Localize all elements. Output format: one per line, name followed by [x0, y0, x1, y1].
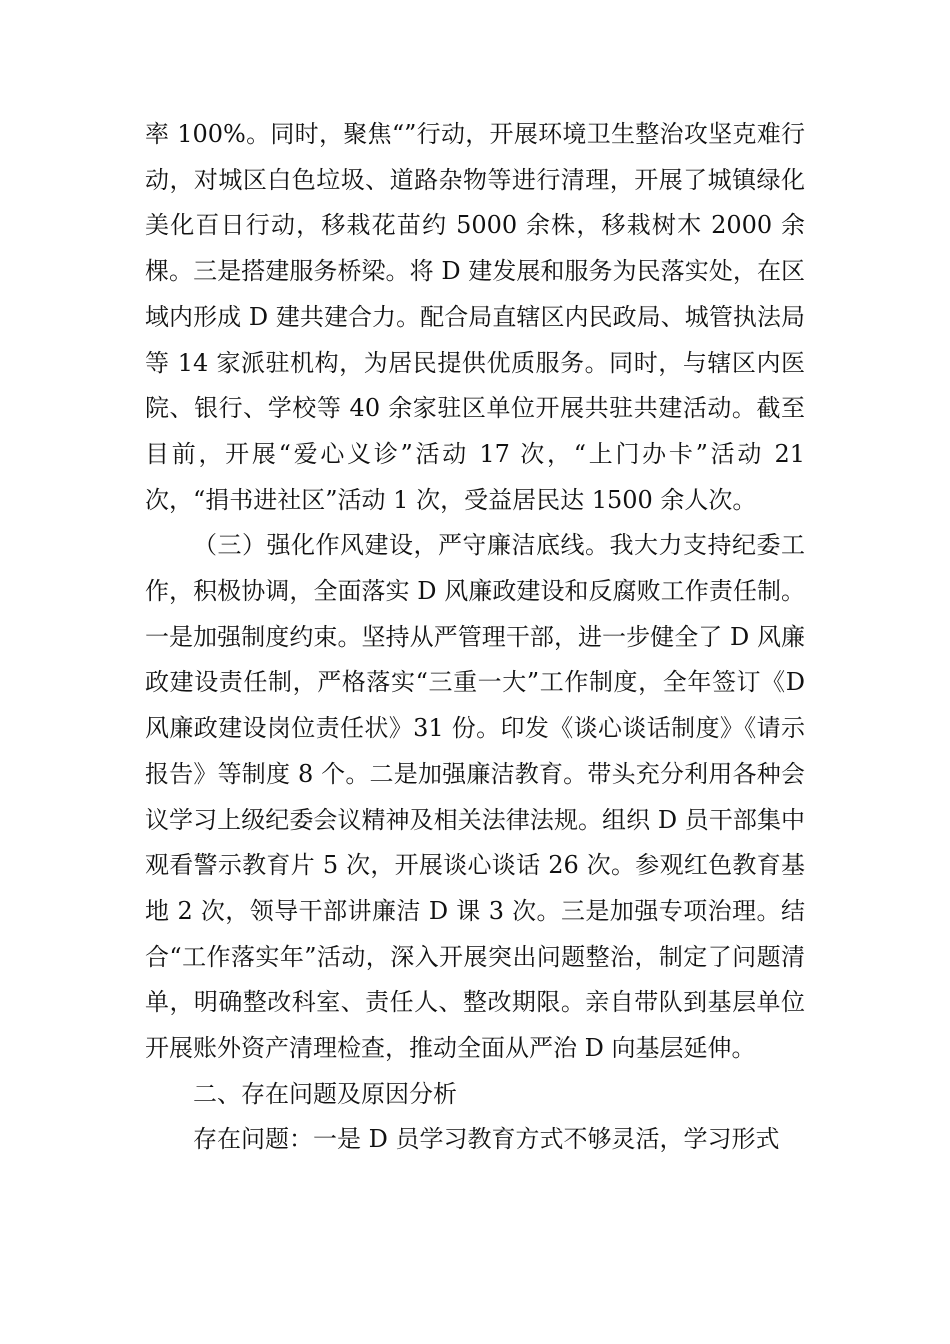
paragraph-continued: 率 100%。同时，聚焦“”行动，开展环境卫生整治攻坚克难行动，对城区白色垃圾、道路杂物等进行清理，开展了城镇绿化美化百日行动，移栽花苗约 5000 余株，移栽树木 2000 余棵。三是搭建服务桥梁。将 D 建发展和服务为民落实处，在区域内形成 D 建共建合力。配合局直辖区内民政局、城管执法局等 14 家派驻机构，为居民提供优质服务。同时，与辖区内医院、银行、学校等 40 余家驻区单位开展共驻共建活动。截至目前，开展“爱心义诊”活动 17 次，“上门办卡”活动 21 次，“捐书进社区”活动 1 次，受益居民达 1500 余人次。 — [145, 120, 805, 514]
document-body — [145, 112, 805, 1163]
paragraph-problems: 存在问题：一是 D 员学习教育方式不够灵活，学习形式 — [193, 1125, 780, 1154]
paragraph-section-three: （三）强化作风建设，严守廉洁底线。我大力支持纪委工作，积极协调，全面落实 D 风廉政建设和反腐败工作责任制。一是加强制度约束。坚持从严管理干部，进一步健全了 D 风廉政建设责任制，严格落实“三重一大”工作制度，全年签订《D 风廉政建设岗位责任状》31 份。印发《谈心谈话制度》《请示报告》等制度 8 个。二是加强廉洁教育。带头充分利用各种会议学习上级纪委会议精神及相关法律法规。组织 D 员干部集中观看警示教育片 5 次，开展谈心谈话 26 次。参观红色教育基地 2 次，领导干部讲廉洁 D 课 3 次。三是加强专项治理。结合“工作落实年”活动，深入开展突出问题整治，制定了问题清单，明确整改科室、责任人、整改期限。亲自带队到基层单位开展账外资产清理检查，推动全面从严治 D 向基层延伸。 — [145, 531, 805, 1063]
section-heading-problems: 二、存在问题及原因分析 — [193, 1079, 457, 1108]
